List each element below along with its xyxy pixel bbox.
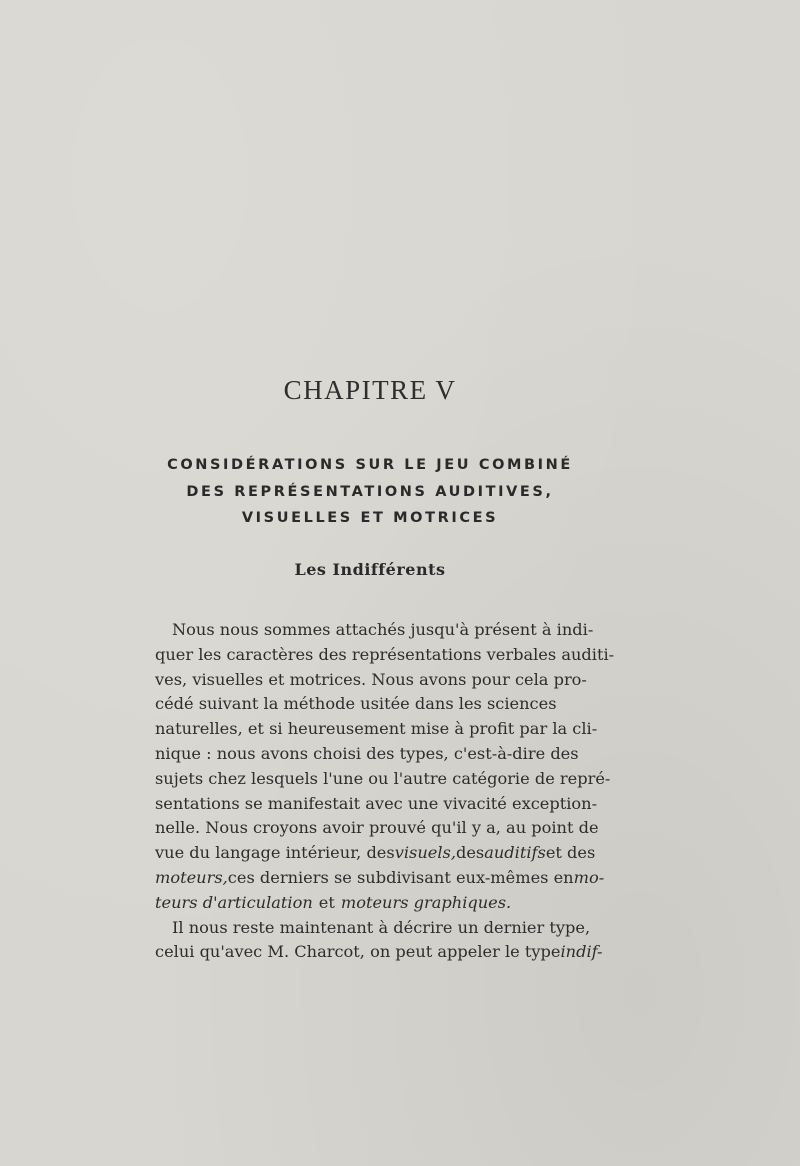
body-line: Il nous reste maintenant à décrire un dernier type,	[172, 917, 591, 937]
body-line: nique : nous avons choisi des types, c'est-à-dire des	[155, 743, 579, 763]
subtitle-line-1: CONSIDÉRATIONS SUR LE JEU COMBINÉ	[167, 457, 573, 473]
subtitle-line-2: DES REPRÉSENTATIONS AUDITIVES,	[186, 483, 554, 500]
body-line: celui qu'avec M. Charcot, on peut appeler le type indif-	[155, 942, 603, 962]
body-line: moteurs, ces derniers se subdivisant eux-mêmes en mo-	[155, 867, 605, 887]
body-line: nelle. Nous croyons avoir prouvé qu'il y a, au point de	[155, 818, 599, 838]
body-line: naturelles, et si heureusement mise à profit par la cli-	[155, 719, 598, 739]
subtitle-line-3: VISUELLES ET MOTRICES	[241, 510, 499, 526]
body-line: quer les caractères des représentations verbales auditi-	[155, 644, 615, 664]
body-line: teurs d'articulation et moteurs graphiques.	[155, 892, 512, 912]
chapter-subtitle	[0, 452, 740, 532]
body-line: cédé suivant la méthode usitée dans les sciences	[155, 694, 557, 714]
body-line: sujets chez lesquels l'une ou l'autre catégorie de repré-	[155, 768, 611, 788]
body-paragraphs	[155, 618, 615, 965]
body-line: vue du langage intérieur, des visuels, des auditifs et des	[155, 843, 596, 863]
body-line: ves, visuelles et motrices. Nous avons pour cela pro-	[155, 669, 587, 689]
chapter-title: CHAPITRE V	[283, 375, 457, 405]
body-line: sentations se manifestait avec une vivacité exception-	[155, 793, 598, 813]
section-title: Les Indifférents	[294, 560, 446, 579]
body-line: Nous nous sommes attachés jusqu'à présent à indi-	[172, 620, 594, 639]
